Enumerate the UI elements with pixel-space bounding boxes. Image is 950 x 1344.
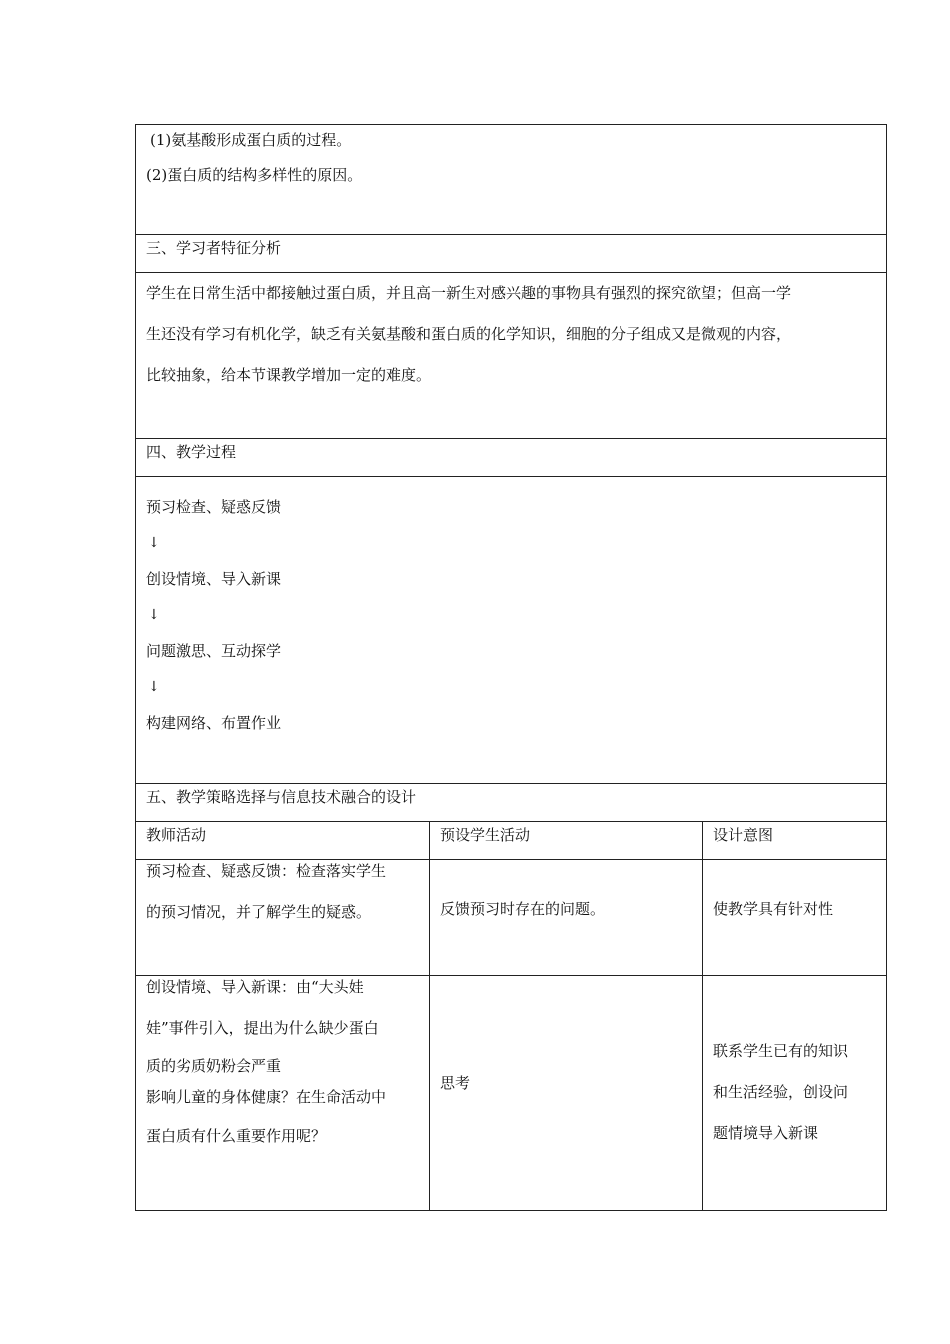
strategy-table [135, 821, 887, 1211]
down-arrow-icon: ↓ [148, 607, 160, 623]
content-line-1: (1)氨基酸形成蛋白质的过程。 [150, 131, 352, 149]
content-line-2: (2)蛋白质的结构多样性的原因。 [146, 166, 363, 184]
teaching-process-box [135, 476, 887, 784]
section5-heading-box [135, 783, 887, 822]
column-header-intent: 设计意图 [713, 826, 774, 844]
column-divider [702, 822, 703, 1210]
table-row-1-teacher [146, 851, 422, 933]
cell-line: 联系学生已有的知识 [713, 1042, 849, 1060]
paragraph-line: 生还没有学习有机化学，缺乏有关氨基酸和蛋白质的化学知识，细胞的分子组成又是微观的内容， [146, 325, 792, 343]
paragraph-line: 学生在日常生活中都接触过蛋白质，并且高一新生对感兴趣的事物具有强烈的探究欲望；但高一学 [146, 284, 792, 302]
column-divider [429, 822, 430, 1210]
section4-heading: 四、教学过程 [146, 443, 237, 461]
section3-heading-box [135, 234, 887, 273]
cell-line: 质的劣质奶粉会严重 [146, 1057, 282, 1075]
section3-paragraph-box [135, 272, 887, 439]
column-header-teacher: 教师活动 [146, 826, 207, 844]
table-row-2-teacher [146, 967, 422, 1161]
paragraph-line: 比较抽象，给本节课教学增加一定的难度。 [146, 366, 432, 384]
table-row-2-student: 思考 [440, 1074, 471, 1092]
table-row-1-student: 反馈预习时存在的问题。 [440, 900, 606, 918]
down-arrow-icon: ↓ [148, 535, 160, 551]
down-arrow-icon: ↓ [148, 679, 160, 695]
content-box [135, 124, 887, 235]
process-step-2: 创设情境、导入新课 [146, 570, 282, 588]
cell-line: 娃”事件引入，提出为什么缺少蛋白 [146, 1019, 379, 1037]
document-page [135, 124, 887, 1210]
cell-line: 预习检查、疑惑反馈：检查落实学生 [146, 862, 387, 880]
cell-line: 题情境导入新课 [713, 1124, 819, 1142]
section4-heading-box [135, 438, 887, 477]
table-row-2-intent [713, 1031, 878, 1154]
column-header-student: 预设学生活动 [440, 826, 531, 844]
cell-line: 影响儿童的身体健康？在生命活动中 [146, 1088, 387, 1106]
process-step-1: 预习检查、疑惑反馈 [146, 498, 282, 516]
cell-line: 的预习情况，并了解学生的疑惑。 [146, 903, 372, 921]
table-row-1-intent: 使教学具有针对性 [713, 900, 834, 918]
cell-line: 和生活经验，创设问 [713, 1083, 849, 1101]
section3-heading: 三、学习者特征分析 [146, 239, 282, 257]
cell-line: 创设情境、导入新课：由“大头娃 [146, 978, 364, 996]
process-step-4: 构建网络、布置作业 [146, 714, 282, 732]
cell-line: 蛋白质有什么重要作用呢？ [146, 1127, 327, 1145]
section5-heading: 五、教学策略选择与信息技术融合的设计 [146, 788, 417, 806]
process-step-3: 问题激思、互动探学 [146, 642, 282, 660]
learner-analysis-paragraph [146, 273, 881, 396]
